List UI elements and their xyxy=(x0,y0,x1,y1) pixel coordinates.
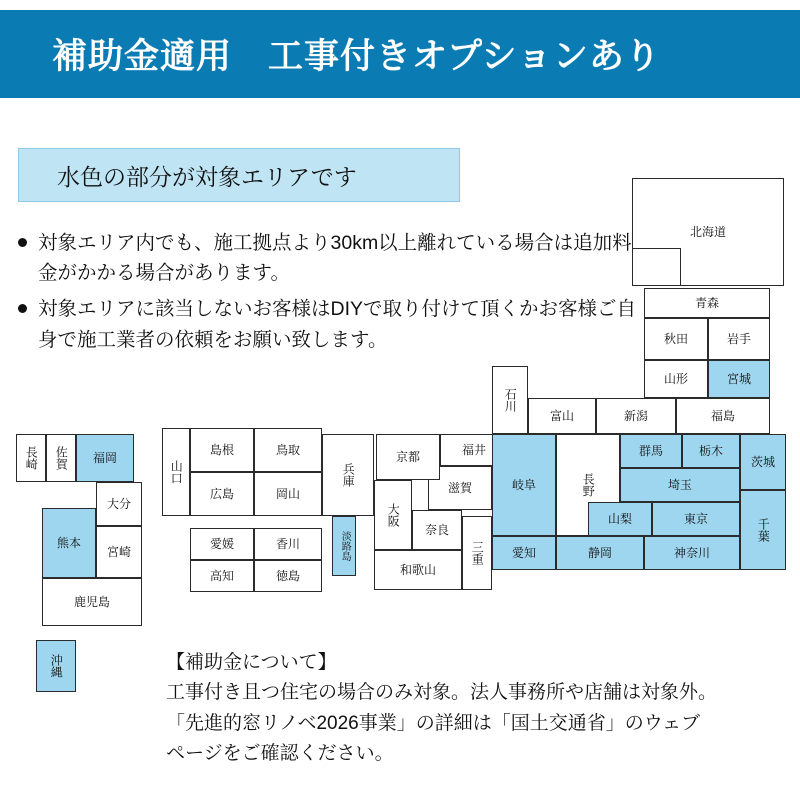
pref-label: 奈良 xyxy=(424,522,449,537)
pref-akita xyxy=(644,318,708,360)
pref-label: 山形 xyxy=(663,371,688,386)
subsidy-note-line: 工事付き且つ住宅の場合のみ対象。法人事務所や店舗は対象外。 xyxy=(166,682,718,704)
subsidy-note-line: 【補助金について】 xyxy=(166,652,337,673)
pref-kochi xyxy=(190,560,254,592)
note-text: 対象エリア内でも、施工拠点より30km以上離れている場合は追加料金がかかる場合があります。 xyxy=(38,232,632,285)
pref-label: 石川 xyxy=(503,388,518,412)
pref-label: 滋賀 xyxy=(447,480,472,495)
pref-yamanashi xyxy=(588,502,652,536)
pref-label: 兵庫 xyxy=(341,463,356,487)
note-text: 対象エリアに該当しないお客様はDIYで取り付けて頂くかお客様ご自身で施工業者の依頼をお願い致します。 xyxy=(38,298,637,351)
pref-nara xyxy=(412,510,462,550)
pref-chiba xyxy=(740,490,786,570)
pref-iwate xyxy=(708,318,770,360)
pref-label: 京都 xyxy=(395,449,420,464)
pref-kanagawa xyxy=(644,536,740,570)
pref-label: 沖縄 xyxy=(49,654,64,678)
pref-label: 茨城 xyxy=(750,454,775,469)
pref-hiroshima xyxy=(190,472,254,516)
pref-ishikawa xyxy=(492,366,528,434)
callout-text: 水色の部分が対象エリアです xyxy=(57,163,357,190)
pref-label: 山口 xyxy=(169,460,184,484)
pref-label: 徳島 xyxy=(275,568,300,583)
pref-tokyo xyxy=(652,502,740,536)
pref-label: 神奈川 xyxy=(673,545,710,560)
pref-niigata xyxy=(596,398,676,434)
pref-wakayama xyxy=(374,550,462,590)
pref-kagawa xyxy=(254,528,322,560)
pref-mie xyxy=(462,516,492,590)
pref-label: 岐阜 xyxy=(511,477,536,492)
pref-tottori xyxy=(254,428,322,472)
pref-label: 宮崎 xyxy=(106,544,131,559)
pref-label: 岩手 xyxy=(726,331,751,346)
pref-saitama xyxy=(620,468,740,502)
pref-tochigi xyxy=(682,434,740,468)
pref-miyagi xyxy=(708,360,770,398)
pref-label: 富山 xyxy=(549,408,574,423)
pref-gunma xyxy=(620,434,682,468)
pref-label: 三重 xyxy=(470,541,485,565)
pref-awajishima xyxy=(332,516,356,576)
subsidy-note-line: ページをご確認ください。 xyxy=(166,743,394,765)
pref-osaka xyxy=(374,480,412,550)
pref-label: 埼玉 xyxy=(667,477,692,492)
pref-label: 新潟 xyxy=(623,408,648,423)
pref-fukuoka xyxy=(76,434,134,482)
page-title: 補助金適用 工事付きオプションあり xyxy=(52,37,661,76)
pref-ibaraki xyxy=(740,434,786,490)
pref-label: 秋田 xyxy=(663,331,688,346)
pref-label: 広島 xyxy=(209,486,234,501)
pref-label: 群馬 xyxy=(638,443,663,458)
pref-label: 愛媛 xyxy=(209,536,234,551)
pref-label: 高知 xyxy=(209,568,234,583)
pref-tokushima xyxy=(254,560,322,592)
pref-label: 青森 xyxy=(694,295,719,310)
pref-yamaguchi xyxy=(162,428,190,516)
pref-label: 香川 xyxy=(275,536,300,551)
pref-label: 淡路島 xyxy=(339,531,351,561)
pref-label: 福島 xyxy=(710,408,735,423)
pref-label: 佐賀 xyxy=(54,446,69,470)
pref-label: 島根 xyxy=(209,442,234,457)
pref-yamagata xyxy=(644,360,708,398)
pref-shimane xyxy=(190,428,254,472)
pref-miyazaki xyxy=(96,526,142,578)
pref-aichi xyxy=(492,536,556,570)
pref-hyogo xyxy=(322,434,374,516)
pref-label: 福井 xyxy=(461,442,486,457)
pref-label: 大分 xyxy=(106,496,131,511)
pref-label: 栃木 xyxy=(698,443,723,458)
pref-ehime xyxy=(190,528,254,560)
pref-okayama xyxy=(254,472,322,516)
subsidy-note-line: 「先進的窓リノベ2026事業」の詳細は「国土交通省」のウェブ xyxy=(166,712,700,734)
pref-label: 東京 xyxy=(683,511,708,526)
pref-label: 和歌山 xyxy=(399,562,436,577)
pref-label: 宮城 xyxy=(726,371,751,386)
pref-label: 長崎 xyxy=(24,446,39,470)
pref-label: 岡山 xyxy=(275,486,300,501)
pref-gifu xyxy=(492,434,556,536)
pref-label: 長野 xyxy=(581,473,596,497)
pref-label: 福岡 xyxy=(92,450,117,465)
pref-nagasaki xyxy=(16,434,46,482)
pref-kagoshima xyxy=(42,578,142,626)
subsidy-note xyxy=(166,648,786,770)
pref-kyoto xyxy=(376,434,440,480)
pref-fukushima xyxy=(676,398,770,434)
pref-toyama xyxy=(528,398,596,434)
pref-kumamoto xyxy=(42,508,96,578)
pref-oita xyxy=(96,482,142,526)
pref-label: 鳥取 xyxy=(275,442,300,457)
pref-label: 大阪 xyxy=(386,503,401,527)
pref-aomori xyxy=(644,288,770,318)
pref-label: 静岡 xyxy=(587,545,612,560)
pref-label: 千葉 xyxy=(756,518,771,542)
pref-label: 熊本 xyxy=(56,535,81,550)
pref-saga xyxy=(46,434,76,482)
hokkaido-notch xyxy=(633,248,681,285)
pref-label: 北海道 xyxy=(689,224,726,239)
pref-label: 愛知 xyxy=(511,545,536,560)
pref-label: 鹿児島 xyxy=(73,594,110,609)
pref-label: 山梨 xyxy=(607,511,632,526)
pref-shizuoka xyxy=(556,536,644,570)
pref-okinawa xyxy=(36,640,76,692)
